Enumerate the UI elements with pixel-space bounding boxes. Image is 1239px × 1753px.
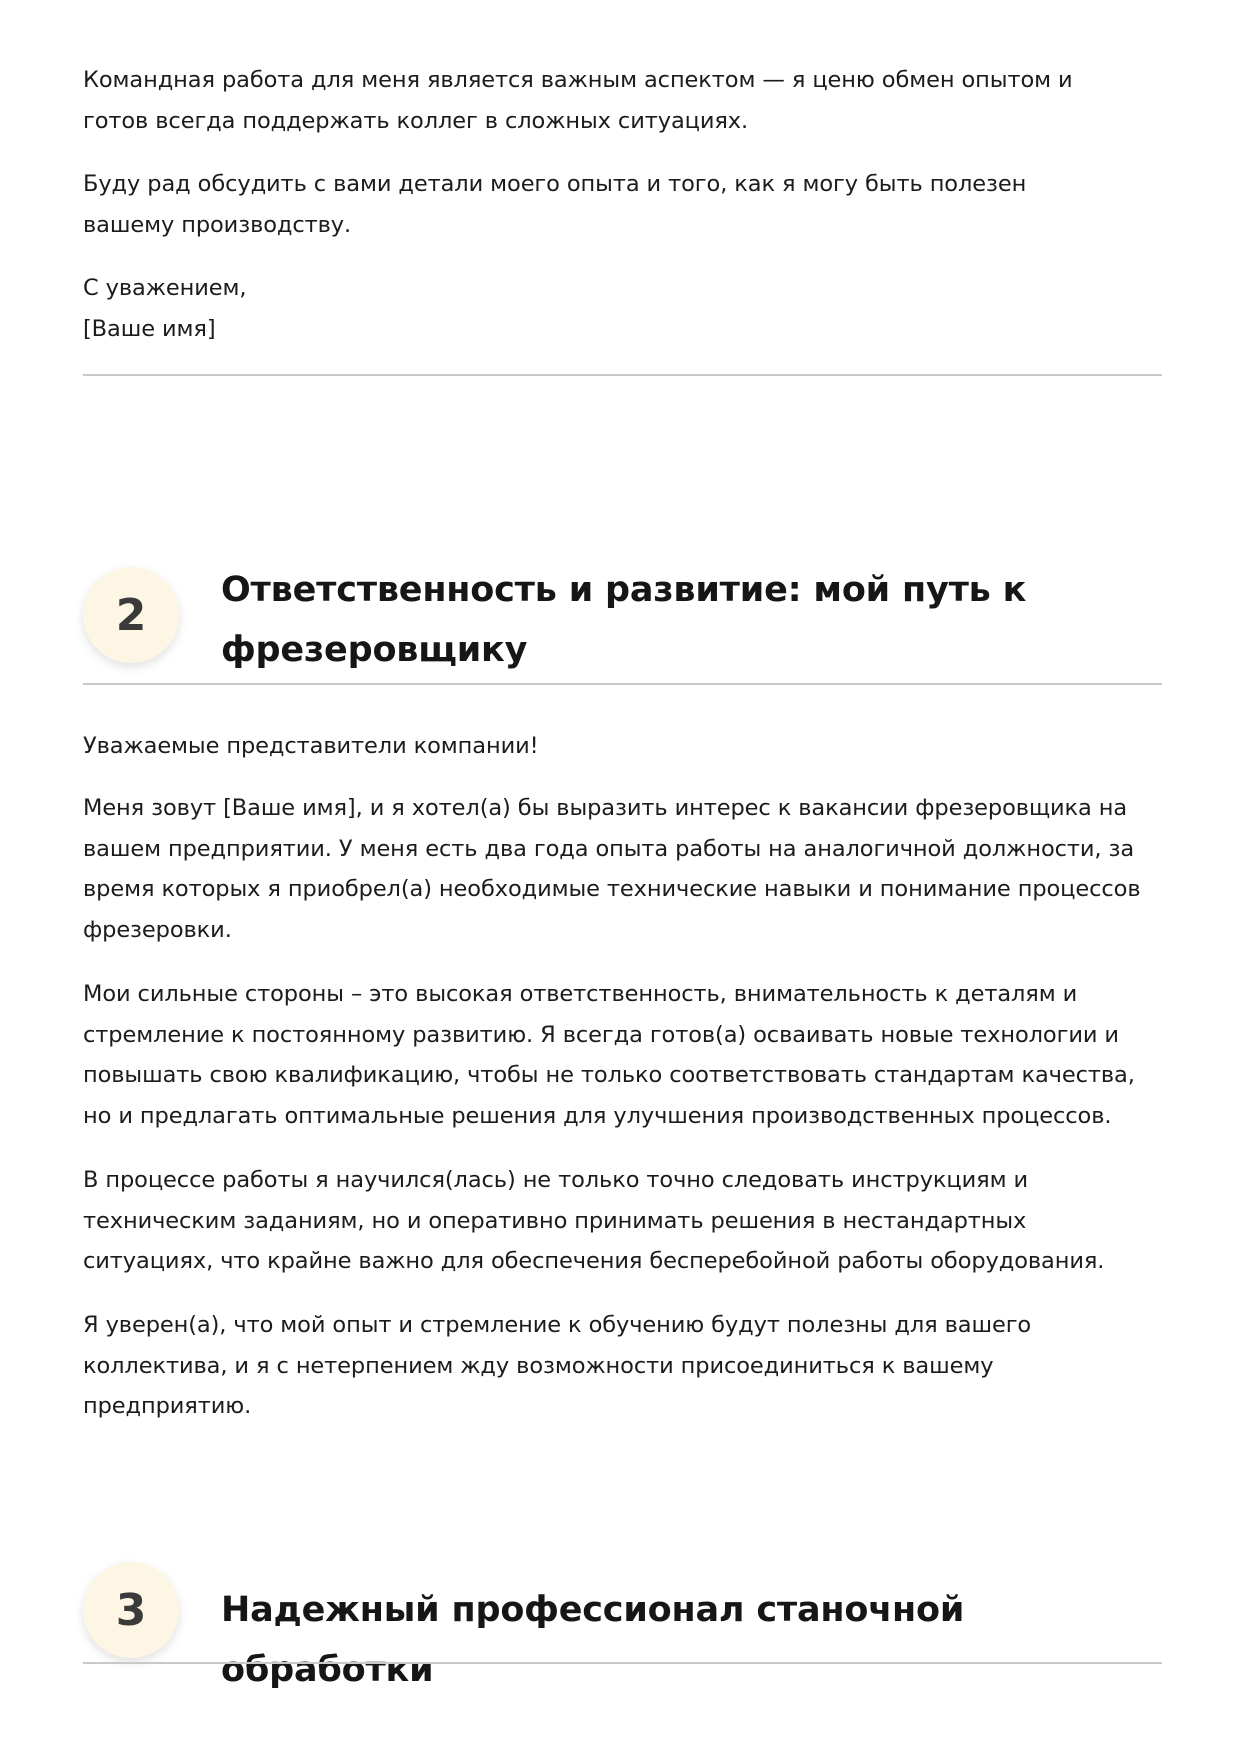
- section-2-paragraph-3: В процессе работы я научился(лась) не только точно следовать инструкциям и техническим заданиям, но и оперативно принимать решения в нестандартных ситуациях, что крайне важно для обеспечения бесперебойной работы оборудования.: [83, 1167, 1105, 1274]
- section-2-title: Ответственность и развитие: мой путь к фрезеровщику: [221, 570, 1027, 670]
- closing-line: С уважением,: [83, 275, 247, 301]
- section-3-title: Надежный профессионал станочной обработки: [221, 1590, 965, 1690]
- section-2-paragraph-4: Я уверен(а), что мой опыт и стремление к обучению будут полезны для вашего коллектива, и я с нетерпением жду возможности присоединиться к вашему предприятию.: [83, 1312, 1032, 1419]
- section-2-header: [83, 560, 1162, 684]
- intro-paragraph-2: Буду рад обсудить с вами детали моего опыта и того, как я могу быть полезен вашему производству.: [83, 171, 1027, 238]
- section-2-paragraph-2: Мои сильные стороны – это высокая ответственность, внимательность к деталям и стремление к постоянному развитию. Я всегда готов(а) осваивать новые технологии и повышать свою квалификацию, чтобы не только соответствовать стандартам качества, но и предлагать оптимальные решения для улучшения производственных процессов.: [83, 981, 1135, 1129]
- section-3-title-divider: [83, 1662, 1162, 1664]
- section-divider: [83, 374, 1162, 376]
- section-3-header: [83, 1560, 1162, 1690]
- section-2-paragraph-1: Меня зовут [Ваше имя], и я хотел(а) бы выразить интерес к вакансии фрезеровщика на вашем предприятии. У меня есть два года опыта работы на аналогичной должности, за время которых я приобрел(а) необходимые технические навыки и понимание процессов фрезеровки.: [83, 795, 1141, 943]
- greeting: Уважаемые представители компании!: [83, 733, 539, 759]
- intro-paragraph-1: Командная работа для меня является важным аспектом — я ценю обмен опытом и готов всегда поддержать коллег в сложных ситуациях.: [83, 67, 1073, 134]
- section-number-badge: 2: [83, 567, 179, 663]
- signature-line: [Ваше имя]: [83, 316, 216, 342]
- section-2-title-divider: [83, 683, 1162, 685]
- section-number-badge: 3: [83, 1562, 179, 1658]
